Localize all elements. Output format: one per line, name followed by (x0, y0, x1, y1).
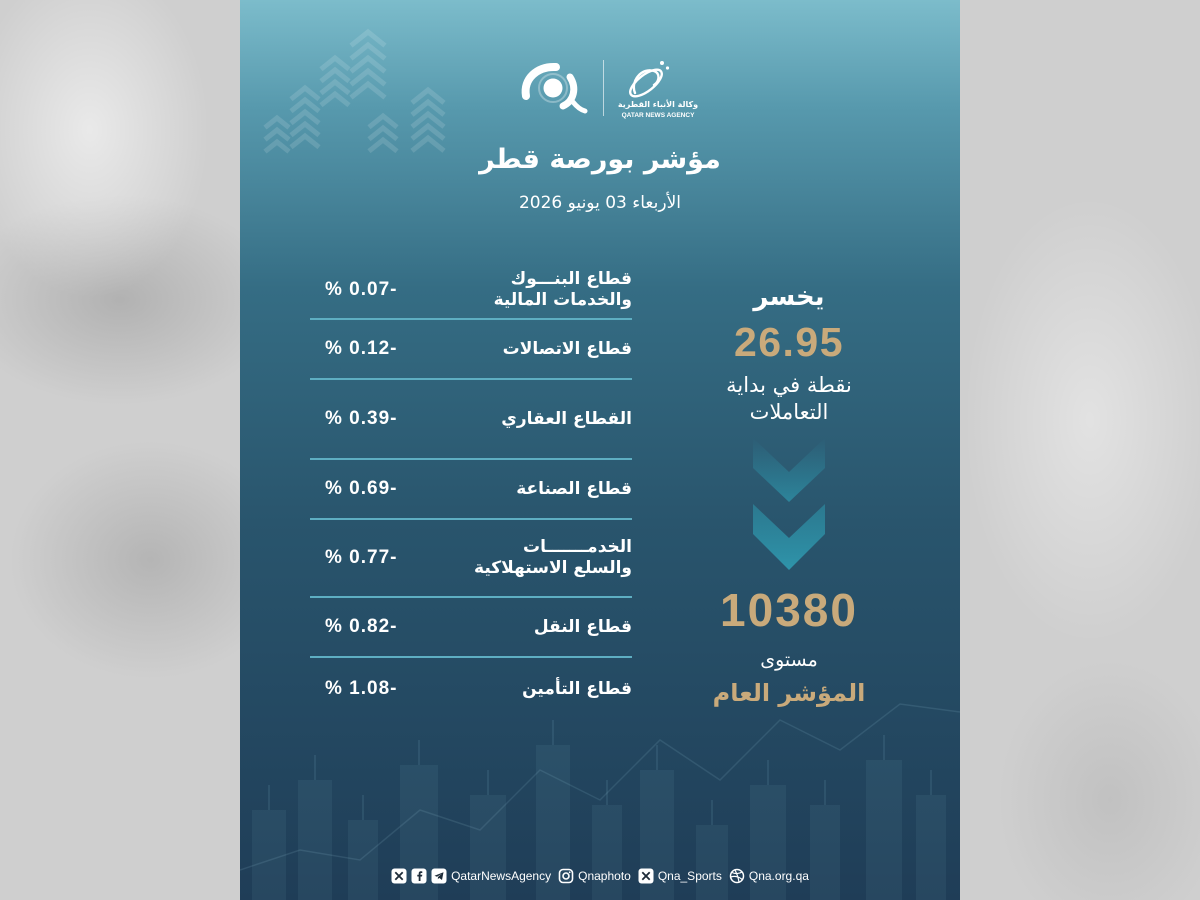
sector-label (516, 479, 632, 500)
sector-change: % 0.07- (325, 279, 398, 300)
double-chevron-down-icon (749, 438, 829, 573)
decor-bar (348, 820, 378, 900)
sector-label (503, 339, 632, 360)
decor-chevron (321, 94, 349, 105)
atom-dot (666, 66, 669, 69)
infographic-panel (240, 0, 960, 900)
sector-row-consumer (310, 520, 632, 598)
footer-link-text: Qna.org.qa (748, 869, 809, 883)
sector-label (494, 269, 632, 311)
sector-label-line: والخدمات المالية (493, 290, 632, 310)
page-title: مؤشر بورصة قطر (479, 144, 721, 175)
index-name: المؤشر العام (712, 679, 866, 707)
footer-link-qatarnewsagency[interactable] (391, 868, 551, 884)
qna-emblem-icon (518, 60, 588, 114)
sector-row-insurance (310, 658, 632, 720)
chevron-lower (753, 504, 825, 570)
sector-label-line: قطاع النقل (533, 616, 632, 637)
sector-label (522, 679, 632, 700)
emblem-center-dot (544, 79, 563, 98)
decor-chevron (265, 118, 289, 128)
sector-row-banks (310, 262, 632, 320)
sector-change: % 1.08- (325, 678, 398, 699)
x-icon (638, 868, 654, 884)
sector-table (310, 262, 632, 720)
direction-label: يخسر (753, 282, 825, 312)
sector-row-transport (310, 598, 632, 658)
decor-chevron (265, 130, 289, 140)
sector-label-line: قطاع الاتصالات (502, 338, 632, 359)
points-caption: نقطة في بداية (726, 373, 852, 397)
decor-bar (252, 810, 286, 900)
logo-divider (603, 60, 604, 116)
social-footer (240, 866, 960, 886)
sector-label (474, 537, 632, 579)
sector-row-industrials (310, 460, 632, 520)
index-level-value: 10380 (720, 584, 858, 636)
decor-chevron (351, 84, 385, 98)
sector-change: % 0.82- (325, 616, 398, 637)
logo-name-english: QATAR NEWS AGENCY (621, 112, 695, 119)
points-caption: التعاملات (749, 400, 829, 424)
facebook-icon (411, 868, 427, 884)
footer-link-qna-sports[interactable] (638, 868, 722, 884)
qna-atom-icon (624, 57, 672, 101)
sector-label-line: قطاع البنـــوك (510, 269, 632, 289)
decor-bar (696, 825, 728, 900)
sector-label (501, 409, 632, 430)
logo-name-arabic: وكالة الأنباء القطرية (617, 100, 699, 109)
footer-link-website[interactable] (729, 868, 809, 884)
footer-link-qnaphoto[interactable] (558, 868, 631, 884)
sector-change: % 0.77- (325, 547, 398, 568)
sector-label (534, 617, 632, 638)
sector-row-telecom (310, 320, 632, 380)
emblem-tail (573, 102, 585, 111)
sector-change: % 0.39- (325, 408, 398, 429)
index-caption: مستوى (760, 649, 818, 671)
points-change-value: 26.95 (733, 319, 845, 365)
chevron-upper (753, 438, 825, 502)
sector-label-line: قطاع الصناعة (516, 478, 632, 499)
footer-icon-group (391, 868, 447, 884)
x-icon (391, 868, 407, 884)
sector-label-line: والسلع الاستهلاكية (474, 558, 632, 578)
telegram-icon (431, 868, 447, 884)
footer-link-text: Qnaphoto (578, 869, 631, 883)
report-date: الأربعاء 03 يونيو 2026 (518, 193, 681, 213)
sector-change: % 0.12- (325, 338, 398, 359)
footer-link-text: QatarNewsAgency (451, 869, 552, 883)
sector-label-line: قطاع التأمين (522, 678, 632, 699)
sector-row-real-estate (310, 380, 632, 460)
atom-dot (660, 61, 664, 65)
dribbble-icon (729, 868, 745, 884)
sector-label-line: القطاع العقاري (501, 408, 632, 429)
footer-link-text: Qna_Sports (657, 869, 722, 883)
sector-label-line: الخدمـــــــات (523, 537, 632, 557)
sector-change: % 0.69- (325, 478, 398, 499)
instagram-icon (558, 868, 574, 884)
